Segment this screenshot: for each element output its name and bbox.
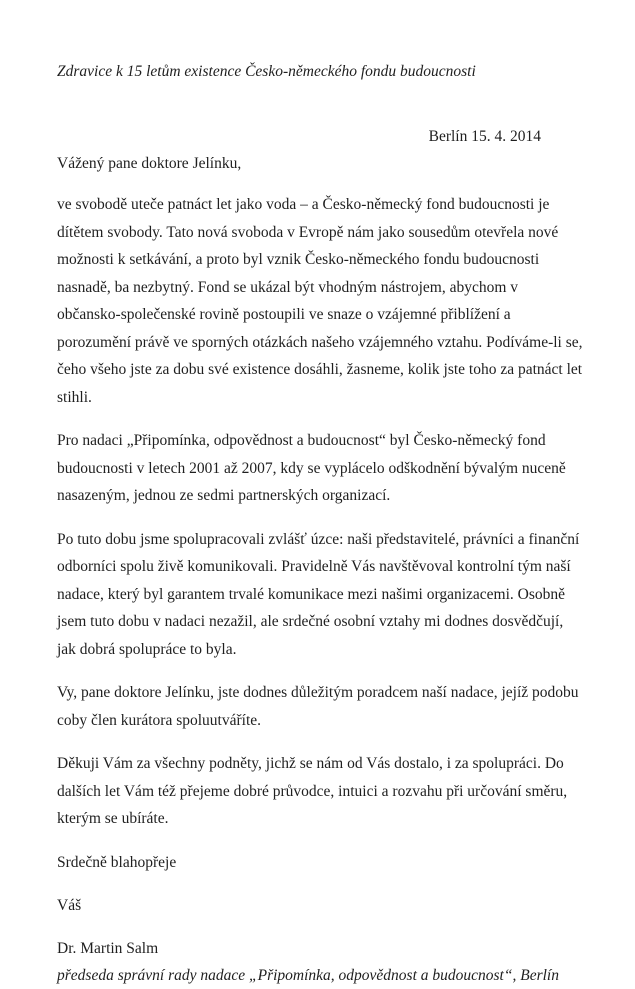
salutation: Vážený pane doktore Jelínku, [57,155,242,172]
letter-paragraph: Vy, pane doktore Jelínku, jste dodnes důležitým poradcem naší nadace, jejíž podobu coby člen kurátora spoluutváříte. [57,684,579,729]
signature-title: předseda správní rady nadace „Připomínka, odpovědnost a budoucnost“, Berlín [57,966,559,984]
letter-title: Zdravice k 15 letům existence Česko-německého fondu budoucnosti [57,63,476,80]
letter-paragraph: Po tuto dobu jsme spolupracovali zvlášť úzce: naši představitelé, právníci a finanční odborníci spolu živě komunikovali. Pravidelně Vás navštěvoval kontrolní tým naší nadace, který byl garantem trvalé komunikace mezi našimi organizacemi. Osobně jsem tuto dobu v nadaci nezažil, ale srdečné osobní vztahy mi dodnes dosvědčují, jak dobrá spolupráce to byla. [57,530,580,658]
dateline: Berlín 15. 4. 2014 [428,128,541,145]
letter-paragraph: ve svobodě uteče patnáct let jako voda – a Česko-německý fond budoucnosti je dítětem svobody. Tato nová svoboda v Evropě nám jako sousedům otevřela nové možnosti k setkávání, a proto byl vznik Česko-německého fondu budoucnosti nasnadě, ba nezbytný. Fond se ukázal být vhodným nástrojem, abychom v občansko-společenské rovině postoupili ve snaze o vzájemné přiblížení a porozumění právě ve sporných otázkách našeho vzájemného vztahu. Podíváme-li se, čeho všeho jste za dobu své existence dosáhli, žasneme, kolik jste toho za patnáct let stihli. [57,196,583,406]
closing-phrase: Srdečně blahopřeje [57,853,177,871]
signature-name: Dr. Martin Salm [57,939,159,957]
letter-paragraph: Pro nadaci „Připomínka, odpovědnost a budoucnost“ byl Česko-německý fond budoucnosti v letech 2001 až 2007, kdy se vyplácelo odškodnění bývalým nuceně nasazeným, jednou ze sedmi partnerských organizací. [57,432,566,504]
letter-paragraph: Děkuji Vám za všechny podněty, jichž se nám od Vás dostalo, i za spolupráci. Do dalších let Vám též přejeme dobré průvodce, intuici a rozvahu při určování směru, kterým se ubíráte. [57,755,568,827]
valediction: Váš [57,896,82,914]
